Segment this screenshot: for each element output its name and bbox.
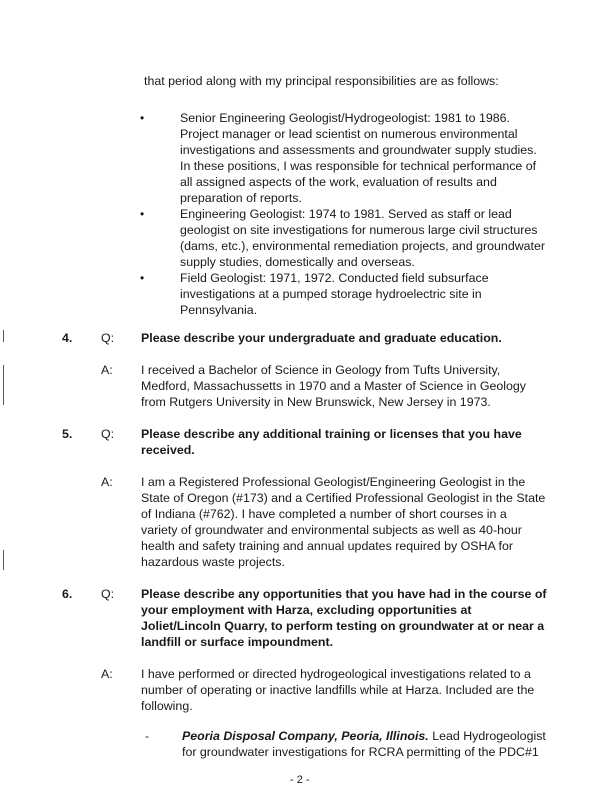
answer-text: following. xyxy=(141,699,193,713)
answer-label: A: xyxy=(101,667,113,681)
answer-text: from Rutgers University in New Brunswick, New Jersey in 1973. xyxy=(141,395,491,409)
position-text: supply studies, domestically and overseas. xyxy=(180,255,415,269)
question-text: Please describe your undergraduate and graduate education. xyxy=(141,331,502,345)
intro-text: that period along with my principal responsibilities are as follows: xyxy=(144,74,499,88)
question-label: Q: xyxy=(101,587,115,601)
position-text: Field Geologist: 1971, 1972. Conducted field subsurface xyxy=(180,271,489,285)
position-text: In these positions, I was responsible for technical performance of xyxy=(180,159,537,173)
position-text: investigations at a pumped storage hydroelectric site in xyxy=(180,287,482,301)
answer-text: State of Oregon (#173) and a Certified Professional Geologist in the State xyxy=(141,491,546,505)
question-label: Q: xyxy=(101,427,115,441)
question-number: 6. xyxy=(62,587,73,601)
answer-label: A: xyxy=(101,475,113,489)
answer-text: health and safety training and annual updates required by OSHA for xyxy=(141,539,513,553)
question-number: 4. xyxy=(62,331,73,345)
question-number: 5. xyxy=(62,427,73,441)
scan-mark xyxy=(3,330,4,342)
scan-mark xyxy=(3,550,4,570)
dash-marker: - xyxy=(145,729,149,743)
bullet-marker: • xyxy=(140,207,145,221)
position-text: (dams, etc.), environmental remediation projects, and groundwater xyxy=(180,239,546,253)
answer-text: I received a Bachelor of Science in Geology from Tufts University, xyxy=(141,363,501,377)
sub-item-line xyxy=(182,728,546,744)
answer-text: hazardous waste projects. xyxy=(141,555,285,569)
question-text: your employment with Harza, excluding opportunities at xyxy=(141,603,472,617)
position-text: all assigned aspects of the work, evaluation of results and xyxy=(180,175,497,189)
position-text: preparation of reports. xyxy=(180,191,302,205)
answer-text: I have performed or directed hydrogeological investigations related to a xyxy=(141,667,531,681)
position-text: Project manager or lead scientist on numerous environmental xyxy=(180,127,518,141)
position-text: Senior Engineering Geologist/Hydrogeologist: 1981 to 1986. xyxy=(180,111,510,125)
answer-text: of Indiana (#762). I have completed a number of short courses in a xyxy=(141,507,507,521)
sub-item-text: for groundwater investigations for RCRA permitting of the PDC#1 xyxy=(182,745,539,759)
position-text: geologist on site investigations for numerous large civil structures xyxy=(180,223,538,237)
question-text: Joliet/Lincoln Quarry, to perform testing on groundwater at or near a xyxy=(141,619,545,633)
position-text: investigations and assessments and groundwater supply studies. xyxy=(180,143,537,157)
answer-text: Medford, Massachussetts in 1970 and a Master of Science in Geology xyxy=(141,379,527,393)
bullet-marker: • xyxy=(140,111,145,125)
question-text: Please describe any additional training or licenses that you have xyxy=(141,427,522,441)
position-text: Engineering Geologist: 1974 to 1981. Served as staff or lead xyxy=(180,207,512,221)
position-text: Pennsylvania. xyxy=(180,303,258,317)
question-text: landfill or surface impoundment. xyxy=(141,635,334,649)
answer-text: number of operating or inactive landfills while at Harza. Included are the xyxy=(141,683,535,697)
answer-text: I am a Registered Professional Geologist/Engineering Geologist in the xyxy=(141,475,526,489)
answer-label: A: xyxy=(101,363,113,377)
sub-item-role: Lead Hydrogeologist xyxy=(428,729,546,743)
question-label: Q: xyxy=(101,331,115,345)
answer-text: variety of groundwater and environmental subjects as well as 40-hour xyxy=(141,523,522,537)
page-number: - 2 - xyxy=(290,774,310,786)
bullet-marker: • xyxy=(140,271,145,285)
sub-item-name: Peoria Disposal Company, Peoria, Illinois. xyxy=(182,729,429,743)
scan-mark xyxy=(3,365,4,405)
question-text: Please describe any opportunities that you have had in the course of xyxy=(141,587,547,601)
question-text: received. xyxy=(141,443,195,457)
